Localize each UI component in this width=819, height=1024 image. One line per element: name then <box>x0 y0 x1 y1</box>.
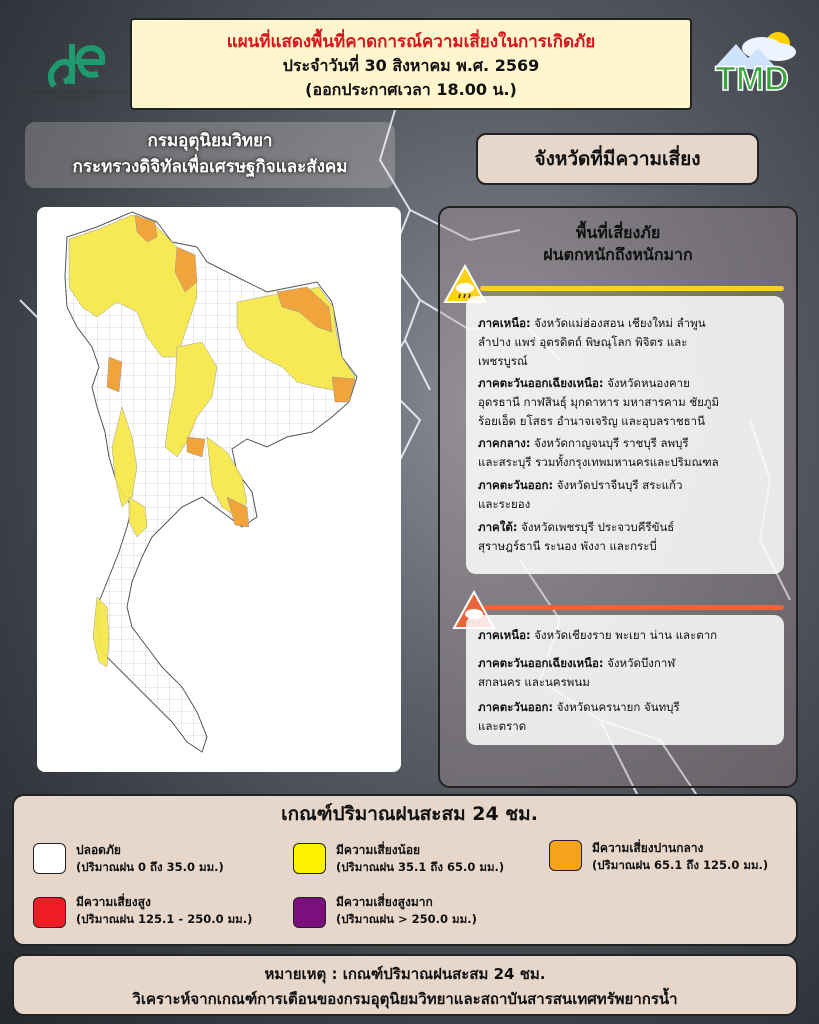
tmd-logo <box>700 26 805 98</box>
moderate-northeast-text-3: ร้อยเอ็ด ยโสธร อำนาจเจริญ และอุบลราชธานี <box>478 414 705 428</box>
high-east-text-2: และตราด <box>478 719 527 733</box>
moderate-north-text-3: เพชรบูรณ์ <box>478 354 528 368</box>
moderate-east-text-2: และระยอง <box>478 497 531 511</box>
moderate-north-text-2: ลำปาง แพร่ อุตรดิตถ์ พิษณุโลก พิจิตร และ <box>478 335 688 349</box>
high-entry-east <box>478 698 778 736</box>
high-east-text-1: จังหวัดนครนายก จันทบุรี <box>556 700 680 714</box>
moderate-entry-east <box>478 476 778 514</box>
moderate-north-text-1: จังหวัดแม่ฮ่องสอน เชียงใหม่ ลำพูน <box>534 316 706 330</box>
panel-title <box>440 222 796 266</box>
moderate-central-region: ภาคกลาง: <box>478 436 531 450</box>
ministry-logo <box>42 34 108 94</box>
legend-label-high: มีความเสี่ยงสูง <box>76 895 151 909</box>
moderate-east-text-1: จังหวัดปราจีนบุรี สระแก้ว <box>556 478 683 492</box>
high-north-region: ภาคเหนือ: <box>478 628 531 642</box>
moderate-entry-north <box>478 314 778 371</box>
high-entry-northeast <box>478 654 778 692</box>
moderate-northeast-region: ภาคตะวันออกเฉียงเหนือ: <box>478 376 604 390</box>
panel-title-line1: พื้นที่เสี่ยงภัย <box>575 223 661 242</box>
agency-box <box>25 122 395 188</box>
moderate-entry-south <box>478 518 778 556</box>
legend-label-low: มีความเสี่ยงน้อย <box>336 843 421 857</box>
legend-title: เกณฑ์ปริมาณฝนสะสม 24 ชม. <box>281 803 538 825</box>
legend-label-moderate: มีความเสี่ยงปานกลาง <box>592 841 704 855</box>
moderate-entry-northeast <box>478 374 778 431</box>
panel-title-line2: ฝนตกหนักถึงหนักมาก <box>543 245 693 264</box>
note-line2: วิเคราะห์จากเกณฑ์การเตือนของกรมอุตุนิยมวิทยาและสถาบันสารสนเทศทรัพยากรน้ำ <box>132 990 678 1008</box>
legend-label-safe: ปลอดภัย <box>76 843 121 857</box>
header-title: แผนที่แสดงพื้นที่คาดการณ์ความเสี่ยงในการเกิดภัย <box>226 32 596 52</box>
high-north-text-1: จังหวัดเชียงราย พะเยา น่าน และตาก <box>534 628 718 642</box>
note-line1: หมายเหตุ : เกณฑ์ปริมาณฝนสะสม 24 ชม. <box>264 965 546 983</box>
moderate-northeast-text-1: จังหวัดหนองคาย <box>607 376 690 390</box>
moderate-entry-central <box>478 434 778 472</box>
high-east-region: ภาคตะวันออก: <box>478 700 554 714</box>
ministry-logo-caption: กระทรวงดิจิทัลเพื่อเศรษฐกิจและสังคม MINISTRY OF DIGITAL ECONOMY AND SOCIETY <box>20 90 130 100</box>
note-box <box>12 954 798 1016</box>
legend-range-low: (ปริมาณฝน 35.1 ถึง 65.0 มม.) <box>336 860 505 874</box>
moderate-south-text-1: จังหวัดเพชรบุรี ประจวบคีรีขันธ์ <box>521 520 675 534</box>
thailand-map-card <box>37 207 401 772</box>
thailand-risk-map <box>37 207 401 772</box>
high-northeast-region: ภาคตะวันออกเฉียงเหนือ: <box>478 656 604 670</box>
moderate-south-region: ภาคใต้: <box>478 520 518 534</box>
legend-swatch-very-high <box>293 897 326 928</box>
header-date: ประจำวันที่ 30 สิงหาคม พ.ศ. 2569 <box>282 56 540 75</box>
legend-range-safe: (ปริมาณฝน 0 ถึง 35.0 มม.) <box>76 860 224 874</box>
moderate-central-text-2: และสระบุรี รวมทั้งกรุงเทพมหานครและปริมณฑล <box>478 455 719 469</box>
legend-range-high: (ปริมาณฝน 125.1 - 250.0 มม.) <box>76 912 253 926</box>
agency-name: กรมอุตุนิยมวิทยา <box>147 131 273 151</box>
legend-swatch-safe <box>33 843 66 874</box>
legend-swatch-moderate <box>549 840 582 871</box>
header-banner <box>130 18 692 110</box>
legend-label-very-high: มีความเสี่ยงสูงมาก <box>336 895 433 909</box>
moderate-warning-line <box>480 286 784 291</box>
header-time: (ออกประกาศเวลา 18.00 น.) <box>305 80 517 99</box>
high-entry-north <box>478 626 778 645</box>
moderate-north-region: ภาคเหนือ: <box>478 316 531 330</box>
zone-tak-orange <box>107 357 122 392</box>
zone-south-yellow <box>93 597 109 667</box>
ministry-name: กระทรวงดิจิทัลเพื่อเศรษฐกิจและสังคม <box>72 157 348 177</box>
tmd-logo-text: TMD <box>715 60 789 98</box>
risk-provinces-title: จังหวัดที่มีความเสี่ยง <box>476 133 759 185</box>
legend-range-moderate: (ปริมาณฝน 65.1 ถึง 125.0 มม.) <box>592 858 769 872</box>
legend-swatch-low <box>293 843 326 874</box>
legend-swatch-high <box>33 897 66 928</box>
high-warning-line <box>480 605 784 610</box>
high-northeast-text-1: จังหวัดบึงกาฬ <box>607 656 676 670</box>
high-northeast-text-2: สกลนคร และนครพนม <box>478 675 590 689</box>
moderate-south-text-2: สุราษฎร์ธานี ระนอง พังงา และกระบี่ <box>478 539 657 553</box>
zone-ubon-orange <box>332 377 355 402</box>
moderate-northeast-text-2: อุดรธานี กาฬสินธุ์ มุกดาหาร มหาสารคาม ชัยภูมิ <box>478 395 720 409</box>
legend-range-very-high: (ปริมาณฝน > 250.0 มม.) <box>336 912 477 926</box>
moderate-east-region: ภาคตะวันออก: <box>478 478 554 492</box>
moderate-central-text-1: จังหวัดกาญจนบุรี ราชบุรี ลพบุรี <box>534 436 689 450</box>
